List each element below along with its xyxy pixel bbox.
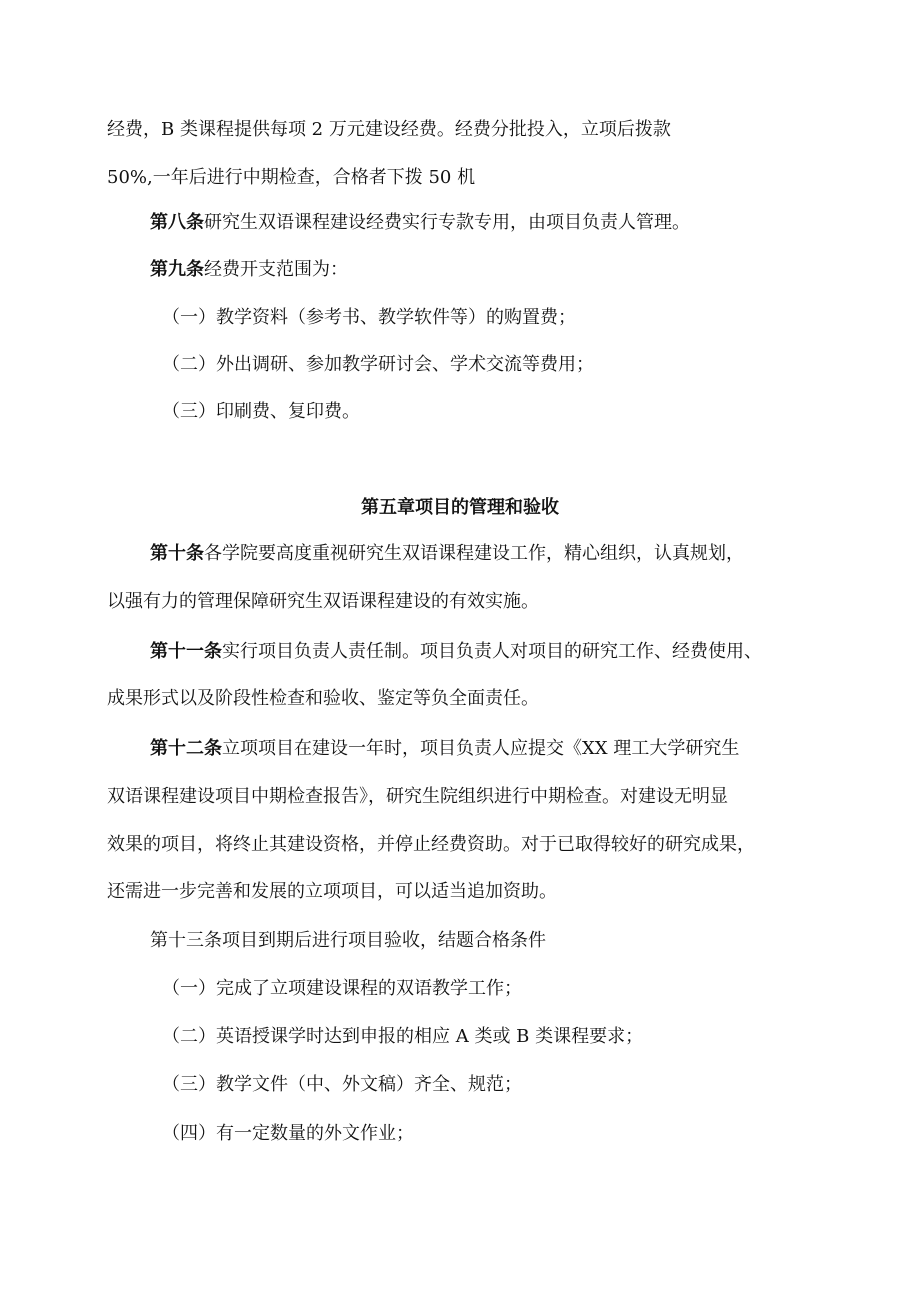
article-9-item-1: （一）教学资料（参考书、教学软件等）的购置费； <box>162 307 576 328</box>
article-12-line-4: 还需进一步完善和发展的立项项目，可以适当追加资助。 <box>107 881 557 902</box>
article-12-line-1 <box>150 737 739 761</box>
article-11-label: 第十一条 <box>150 641 222 662</box>
article-11-line-2: 成果形式以及阶段性检查和验收、鉴定等负全面责任。 <box>107 688 539 709</box>
article-9-label: 第九条 <box>150 259 204 280</box>
article-13-item-3: （三）教学文件（中、外文稿）齐全、规范； <box>162 1074 522 1095</box>
article-10-line-2: 以强有力的管理保障研究生双语课程建设的有效实施。 <box>107 591 539 612</box>
continuation-line-1: 经费，B 类课程提供每项 2 万元建设经费。经费分批投入，立项后拨款 <box>107 119 671 140</box>
article-8 <box>150 211 690 235</box>
article-10-line-1 <box>150 542 744 566</box>
article-10-label: 第十条 <box>150 543 204 564</box>
article-11-text: 实行项目负责人责任制。项目负责人对项目的研究工作、经费使用、 <box>222 641 762 662</box>
chapter-5-title: 第五章项目的管理和验收 <box>361 497 559 518</box>
article-8-label: 第八条 <box>150 212 204 233</box>
article-12-label: 第十二条 <box>150 738 222 759</box>
article-13-item-2: （二）英语授课学时达到申报的相应 A 类或 B 类课程要求； <box>162 1026 644 1047</box>
article-13-item-4: （四）有一定数量的外文作业； <box>162 1123 414 1144</box>
article-12-text: 立项项目在建设一年时，项目负责人应提交《XX 理工大学研究生 <box>222 738 740 759</box>
article-8-text: 研究生双语课程建设经费实行专款专用，由项目负责人管理。 <box>204 212 690 233</box>
article-13-heading: 第十三条项目到期后进行项目验收，结题合格条件 <box>150 930 546 951</box>
article-11-line-1 <box>150 640 762 664</box>
article-12-line-2: 双语课程建设项目中期检查报告》，研究生院组织进行中期检查。对建设无明显 <box>107 786 728 807</box>
continuation-line-2: 50%,一年后进行中期检查，合格者下拨 50 机 <box>107 167 476 188</box>
article-9 <box>150 258 348 282</box>
article-9-item-2: （二）外出调研、参加教学研讨会、学术交流等费用； <box>162 354 594 375</box>
article-12-line-3: 效果的项目，将终止其建设资格，并停止经费资助。对于已取得较好的研究成果， <box>107 834 755 855</box>
article-13-item-1: （一）完成了立项建设课程的双语教学工作； <box>162 978 522 999</box>
article-9-text: 经费开支范围为： <box>204 259 348 280</box>
article-10-text: 各学院要高度重视研究生双语课程建设工作，精心组织，认真规划， <box>204 543 744 564</box>
article-9-item-3: （三）印刷费、复印费。 <box>162 401 360 422</box>
